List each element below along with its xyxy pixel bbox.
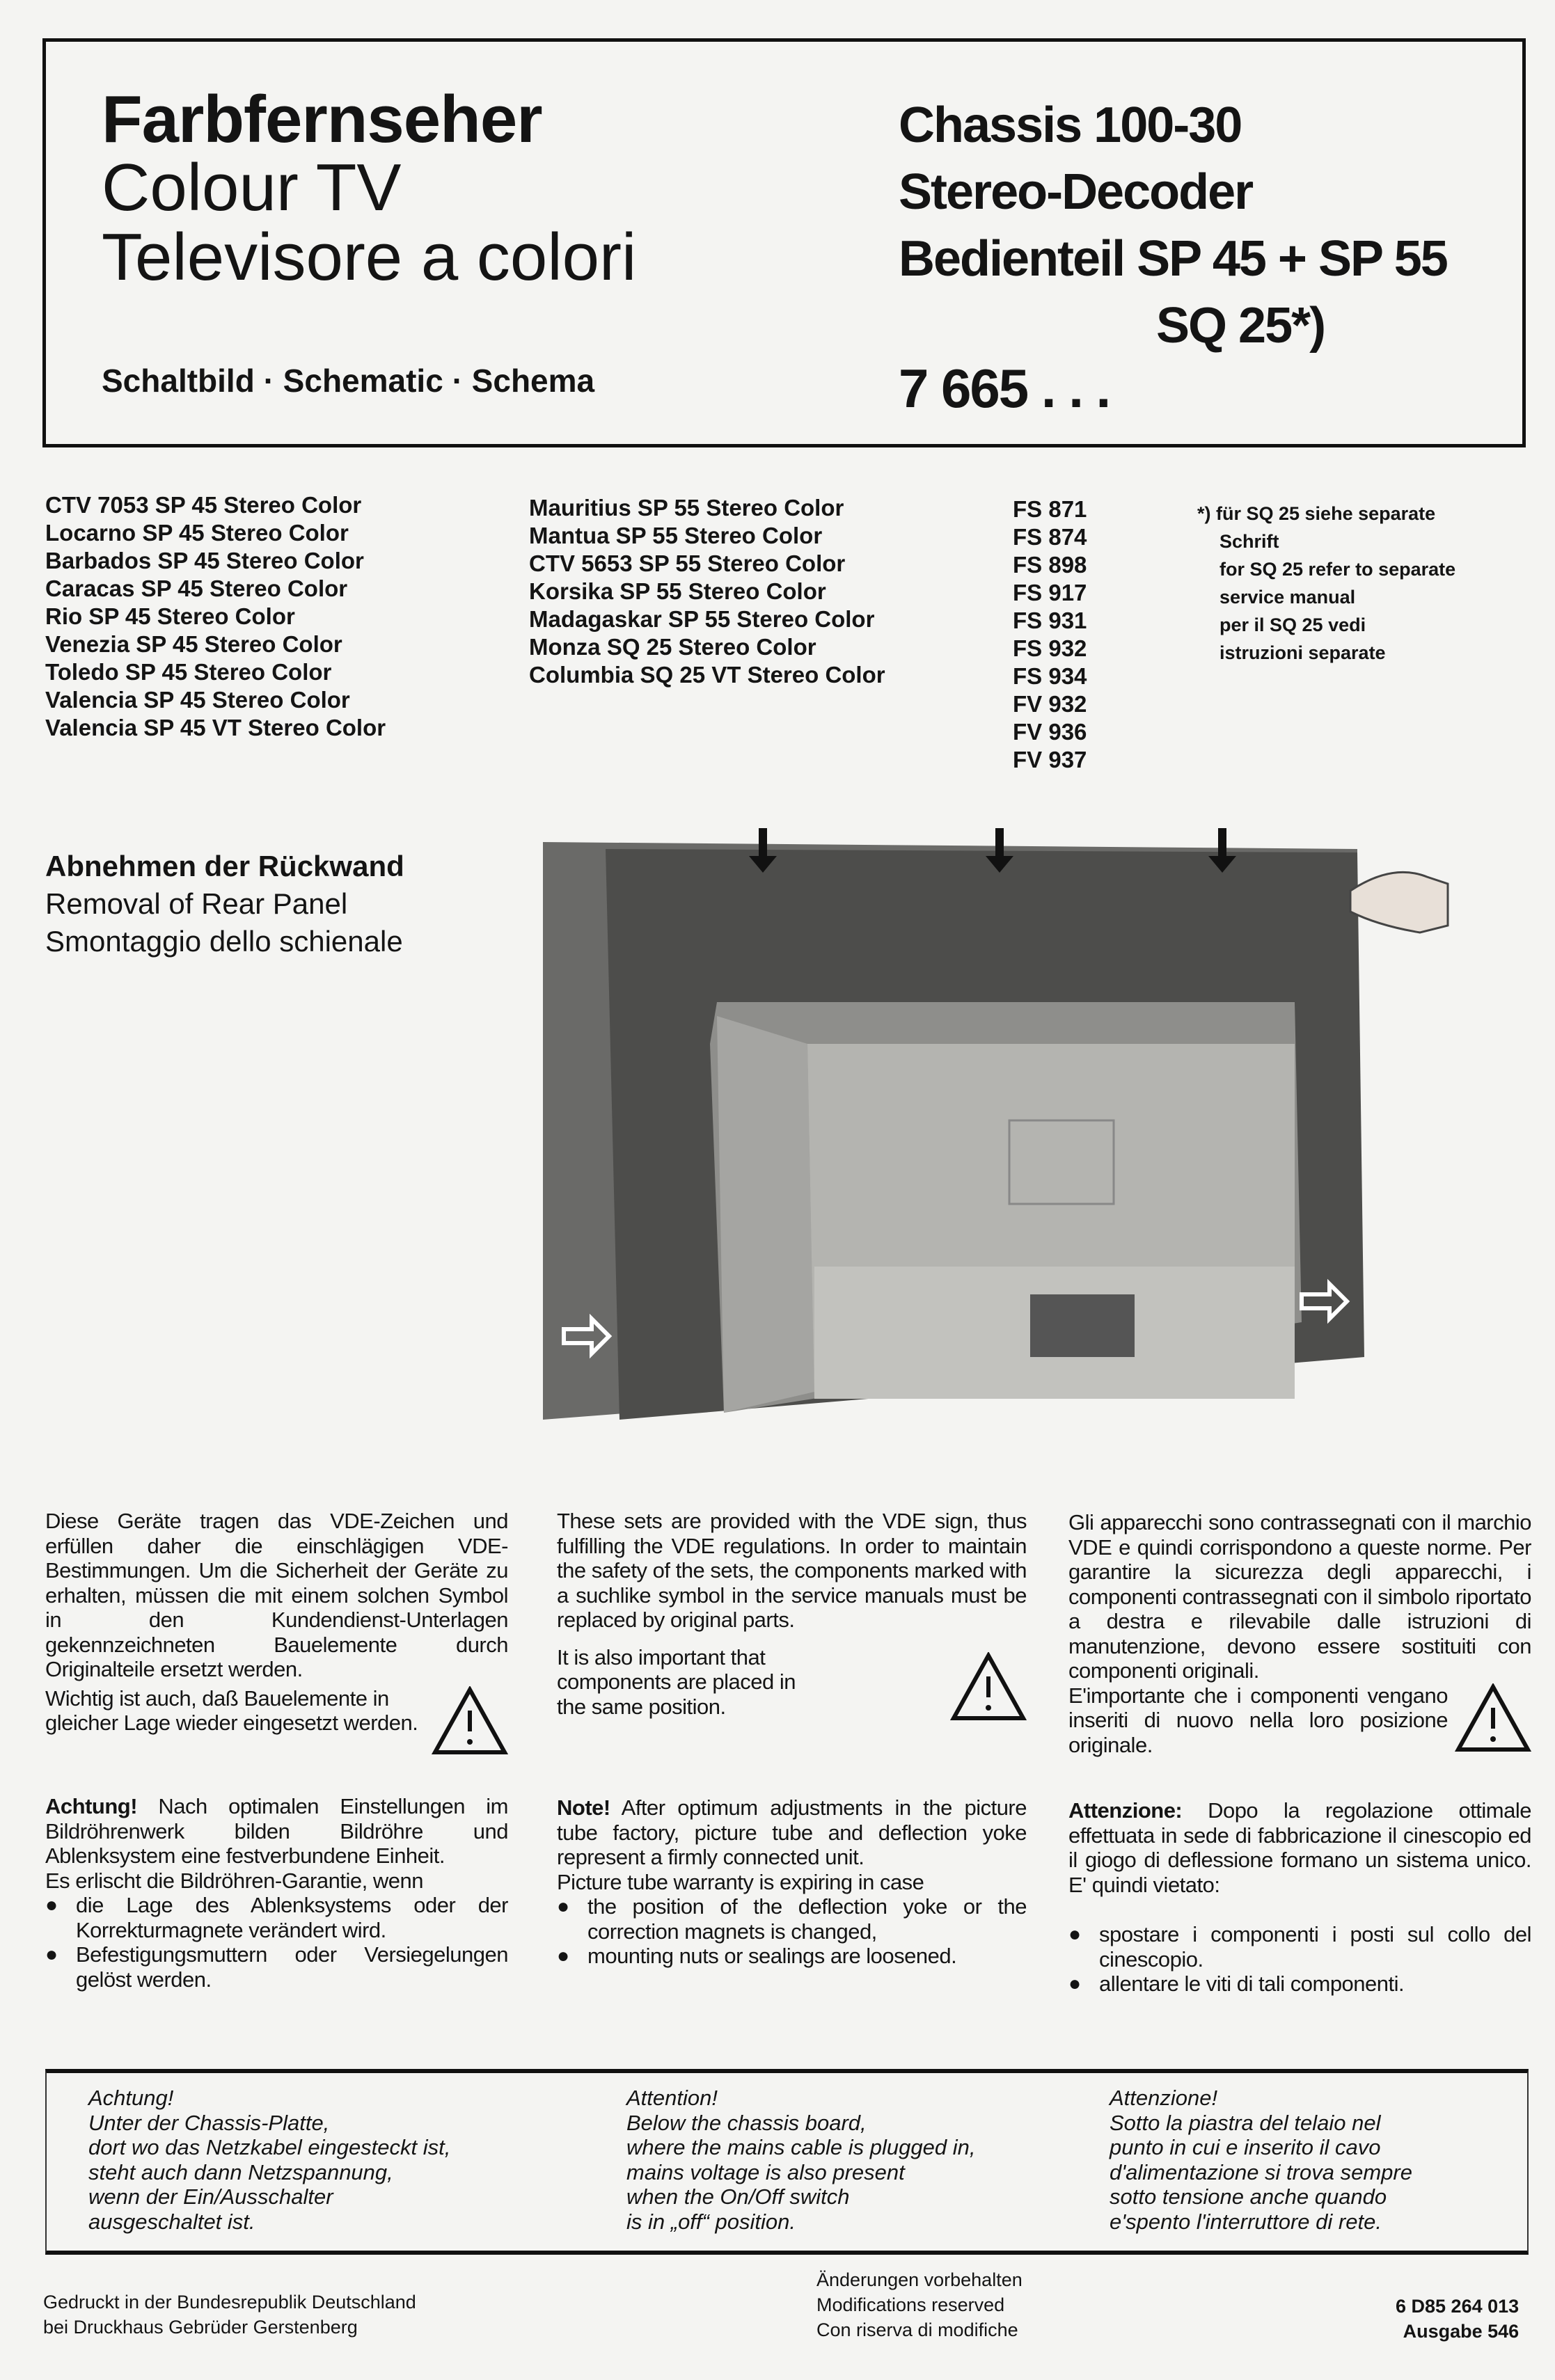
line: Modifications reserved (816, 2294, 1005, 2315)
heading-it: Smontaggio dello schienale (45, 925, 403, 958)
sq-note: SQ 25*) (1156, 298, 1325, 354)
line: Attenzione! (1110, 2086, 1218, 2110)
model: Valencia SP 45 VT Stereo Color (45, 715, 386, 740)
bullet-text: the position of the deflection yoke or the correction magnets is changed, (587, 1894, 1027, 1944)
paragraph: Es erlischt die Bildröhren-Garantie, wenn (45, 1868, 423, 1893)
line: Sotto la piastra del telaio nel (1110, 2110, 1381, 2135)
line: punto in cui e inserito il cavo (1110, 2135, 1381, 2159)
decoder: Stereo-Decoder (899, 164, 1253, 220)
warning-triangle-icon (432, 1686, 508, 1756)
heading-de: Abnehmen der Rückwand (45, 850, 404, 882)
line: Unter der Chassis-Platte, (88, 2110, 330, 2135)
bullet-text: allentare le viti di tali componenti. (1099, 1972, 1405, 1996)
line: Änderungen vorbehalten (816, 2269, 1023, 2290)
model: Korsika SP 55 Stereo Color (529, 578, 826, 604)
footnote-line: Schrift (1219, 531, 1279, 552)
paragraph: Picture tube warranty is expiring in case (557, 1869, 924, 1894)
modifications-note (816, 2267, 1023, 2342)
line: d'alimentazione si trova sempre (1110, 2159, 1412, 2184)
title-de: Farbfernseher (102, 82, 542, 157)
label: Attenzione: (1068, 1798, 1183, 1823)
model: Monza SQ 25 Stereo Color (529, 634, 816, 660)
line: e'spento l'interruttore di rete. (1110, 2209, 1382, 2234)
line: steht auch dann Netzspannung, (88, 2159, 393, 2184)
rear-panel-heading (45, 848, 404, 960)
codes-list (1013, 495, 1087, 774)
paragraph: Diese Geräte tragen das VDE-Zeichen und erfüllen daher die einschlägigen VDE-Bestimmungen. Um die Sicherheit der Geräte zu erhalten, müssen die mit einem solchen Symbol in den Kundendienst-Unterlagen gekennzeichneten Bauelemente durch Originalteile ersetzt werden. (45, 1509, 508, 1681)
safety-en (557, 1509, 1027, 1719)
code: FV 932 (1013, 691, 1087, 717)
safety-it (1068, 1510, 1531, 1757)
line: wenn der Ein/Ausschalter (88, 2184, 333, 2209)
mains-it (1110, 2086, 1412, 2234)
model: Columbia SQ 25 VT Stereo Color (529, 662, 885, 688)
code: FS 931 (1013, 608, 1087, 633)
document-code (1396, 2294, 1519, 2344)
line: is in „off“ position. (626, 2209, 796, 2234)
bullet-item: ● die Lage des Ablenksystems oder der Korrekturmagnete verändert wird. (45, 1893, 508, 1942)
line: Ausgabe 546 (1403, 2321, 1520, 2342)
paragraph: After optimum adjustments in the picture tube factory, picture tube and deflection yoke represent a firmly connected unit. (557, 1795, 1027, 1869)
code: FS 934 (1013, 663, 1087, 689)
footnote-line: service manual (1219, 587, 1356, 608)
code: FS 874 (1013, 524, 1087, 550)
paragraph: Dopo la regolazione ottimale effettuata in sede di fabbricazione il cinescopio ed il giogo di deflessione formano un sistema unico. E' quindi vietato: (1068, 1798, 1531, 1897)
footnote-line: istruzioni separate (1219, 642, 1386, 663)
footnote-line: per il SQ 25 vedi (1219, 614, 1366, 635)
model: Barbados SP 45 Stereo Color (45, 548, 364, 573)
line: Achtung! (88, 2086, 174, 2110)
model: Rio SP 45 Stereo Color (45, 603, 295, 629)
line: 6 D85 264 013 (1396, 2296, 1520, 2317)
paragraph: Gli apparecchi sono contrassegnati con il marchio VDE e quindi corrispondono a queste norme. Per garantire la sicurezza degli apparecchi, i componenti contrassegnati con il simbolo riportato a destra e rilevabile dalle istruzioni di manutenzione, devono essere sostituiti con componenti originali. (1068, 1510, 1531, 1683)
paragraph: E'importante che i componenti vengano inseriti di nuovo nella loro posizione originale. (1068, 1683, 1448, 1757)
adjust-it (1068, 1798, 1531, 1997)
bullet-text: mounting nuts or sealings are loosened. (587, 1944, 957, 1968)
models-list-1 (45, 491, 386, 742)
model: Madagaskar SP 55 Stereo Color (529, 606, 875, 632)
line: dort wo das Netzkabel eingesteckt ist, (88, 2135, 451, 2159)
adjust-de (45, 1794, 508, 1992)
footnote-line: for SQ 25 refer to separate (1219, 559, 1456, 580)
bullet-item: ● the position of the deflection yoke or the correction magnets is changed, (557, 1894, 1027, 1944)
title-it: Televisore a colori (102, 220, 637, 294)
subtitle: Schaltbild · Schematic · Schema (102, 363, 595, 399)
line: where the mains cable is plugged in, (626, 2135, 976, 2159)
code: FV 937 (1013, 747, 1087, 772)
chassis: Chassis 100-30 (899, 97, 1242, 153)
label: Achtung! (45, 1794, 138, 1818)
warning-triangle-icon (1455, 1683, 1531, 1753)
bullet-item: ● spostare i componenti i posti sul collo del cinescopio. (1068, 1922, 1531, 1972)
line: ausgeschaltet ist. (88, 2209, 255, 2234)
model: CTV 5653 SP 55 Stereo Color (529, 550, 846, 576)
model: Mantua SP 55 Stereo Color (529, 523, 823, 548)
heading-en: Removal of Rear Panel (45, 887, 348, 920)
code: FS 917 (1013, 580, 1087, 605)
tv-rear-photo (536, 814, 1462, 1434)
line: bei Druckhaus Gebrüder Gerstenberg (43, 2317, 358, 2338)
line: Con riserva di modifiche (816, 2319, 1018, 2340)
safety-de (45, 1509, 508, 1736)
code: FV 936 (1013, 719, 1087, 745)
paragraph: Nach optimalen Einstellungen im Bildröhrenwerk bilden Bildröhre und Ablenksystem eine festverbundene Einheit. (45, 1794, 508, 1868)
line: when the On/Off switch (626, 2184, 850, 2209)
paragraph: These sets are provided with the VDE sign, thus fulfilling the VDE regulations. In order to maintain the safety of the sets, the components marked with a suchlike symbol in the service manuals must be replaced by original parts. (557, 1509, 1027, 1632)
footnote (1197, 500, 1455, 667)
line: Gedruckt in der Bundesrepublik Deutschland (43, 2292, 416, 2312)
model: Valencia SP 45 Stereo Color (45, 687, 350, 713)
model: Toledo SP 45 Stereo Color (45, 659, 332, 685)
bullet-item: ● mounting nuts or sealings are loosened. (557, 1944, 957, 1968)
model: CTV 7053 SP 45 Stereo Color (45, 492, 362, 518)
part-number: 7 665 . . . (899, 358, 1110, 419)
model: Caracas SP 45 Stereo Color (45, 576, 348, 601)
line: Attention! (626, 2086, 718, 2110)
mains-de (88, 2086, 450, 2234)
bullet-item: ● allentare le viti di tali componenti. (1068, 1972, 1405, 1996)
mains-warning-box (45, 2069, 1529, 2255)
model: Locarno SP 45 Stereo Color (45, 520, 349, 546)
bullet-text: Befestigungsmuttern oder Versiegelungen gelöst werden. (76, 1942, 508, 1992)
line: sotto tensione anche quando (1110, 2184, 1387, 2209)
bullet-item: ● Befestigungsmuttern oder Versiegelungen gelöst werden. (45, 1942, 508, 1992)
model: Venezia SP 45 Stereo Color (45, 631, 342, 657)
line: Below the chassis board, (626, 2110, 867, 2135)
label: Note! (557, 1795, 610, 1820)
code: FS 871 (1013, 496, 1087, 522)
paragraph: It is also important that components are placed in the same position. (557, 1644, 796, 1719)
code: FS 932 (1013, 635, 1087, 661)
adjust-en (557, 1795, 1027, 1969)
model: Mauritius SP 55 Stereo Color (529, 495, 844, 521)
title-en: Colour TV (102, 150, 402, 225)
line: mains voltage is also present (626, 2159, 905, 2184)
bullet-text: spostare i componenti i posti sul collo del cinescopio. (1099, 1922, 1531, 1972)
header-box (42, 38, 1526, 447)
bullet-text: die Lage des Ablenksystems oder der Korrekturmagnete verändert wird. (76, 1893, 508, 1942)
printed-note (43, 2290, 416, 2340)
code: FS 898 (1013, 552, 1087, 578)
mains-en (626, 2086, 975, 2234)
control-unit: Bedienteil SP 45 + SP 55 (899, 231, 1447, 287)
models-list-2 (529, 494, 885, 689)
paragraph: Wichtig ist auch, daß Bauelemente in gleicher Lage wieder eingesetzt werden. (45, 1685, 418, 1735)
footnote-line: *) für SQ 25 siehe separate (1197, 503, 1436, 524)
warning-triangle-icon (950, 1652, 1027, 1722)
